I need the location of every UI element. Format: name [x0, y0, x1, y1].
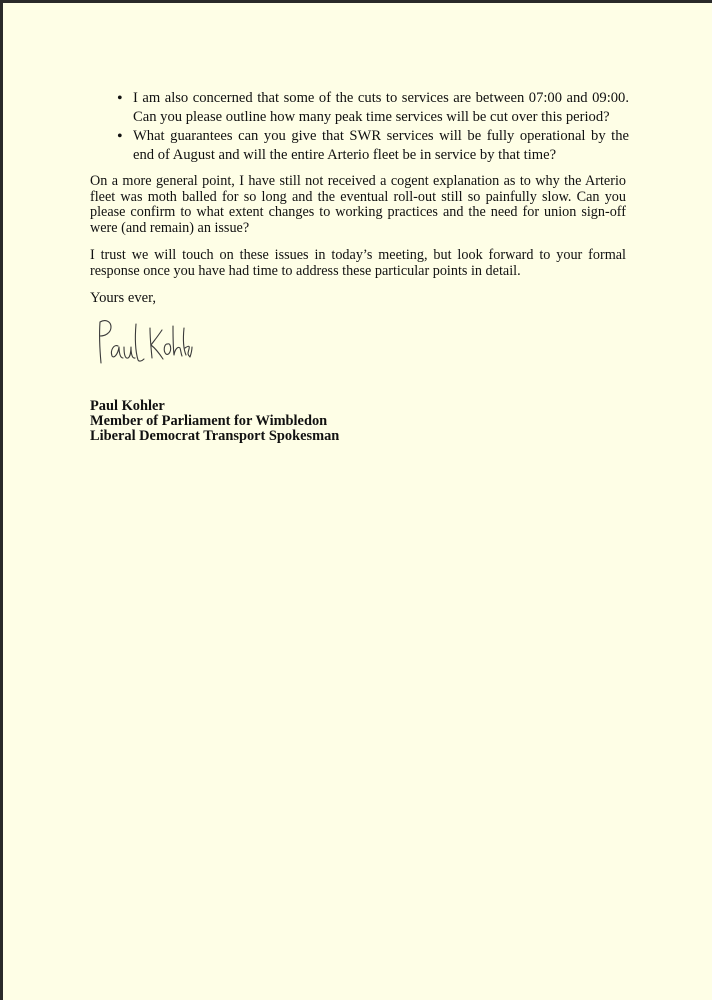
bullet-item: • I am also concerned that some of the cuts to services are between 07:00 and 09:00. Can you please outline how many peak time services will be cut over this period?: [117, 89, 629, 127]
bullet-item: • What guarantees can you give that SWR services will be fully operational by the end of August and will the entire Arterio fleet be in service by that time?: [117, 127, 629, 165]
letter-page: [3, 3, 712, 1000]
closing-salutation: Yours ever,: [90, 290, 157, 306]
signatory-title: Member of Parliament for Wimbledon: [90, 412, 328, 429]
bullet-list: [117, 89, 629, 165]
signatory-name: Paul Kohler: [90, 398, 165, 414]
paragraph-arterio-fleet: On a more general point, I have still not received a cogent explanation as to why the Arterio fleet was moth balled for so long and the eventual roll-out still so painfully slow. Can you please confirm to what extent changes to working practices and the need for union sign-off were (and remain) an issue?: [90, 173, 626, 236]
paragraph-meeting: I trust we will touch on these issues in today’s meeting, but look forward to your formal response once you have had time to address these particular points in detail.: [90, 247, 626, 279]
signature-block: [90, 399, 339, 443]
handwritten-signature: [93, 316, 193, 368]
signatory-role: Liberal Democrat Transport Spokesman: [90, 427, 340, 444]
